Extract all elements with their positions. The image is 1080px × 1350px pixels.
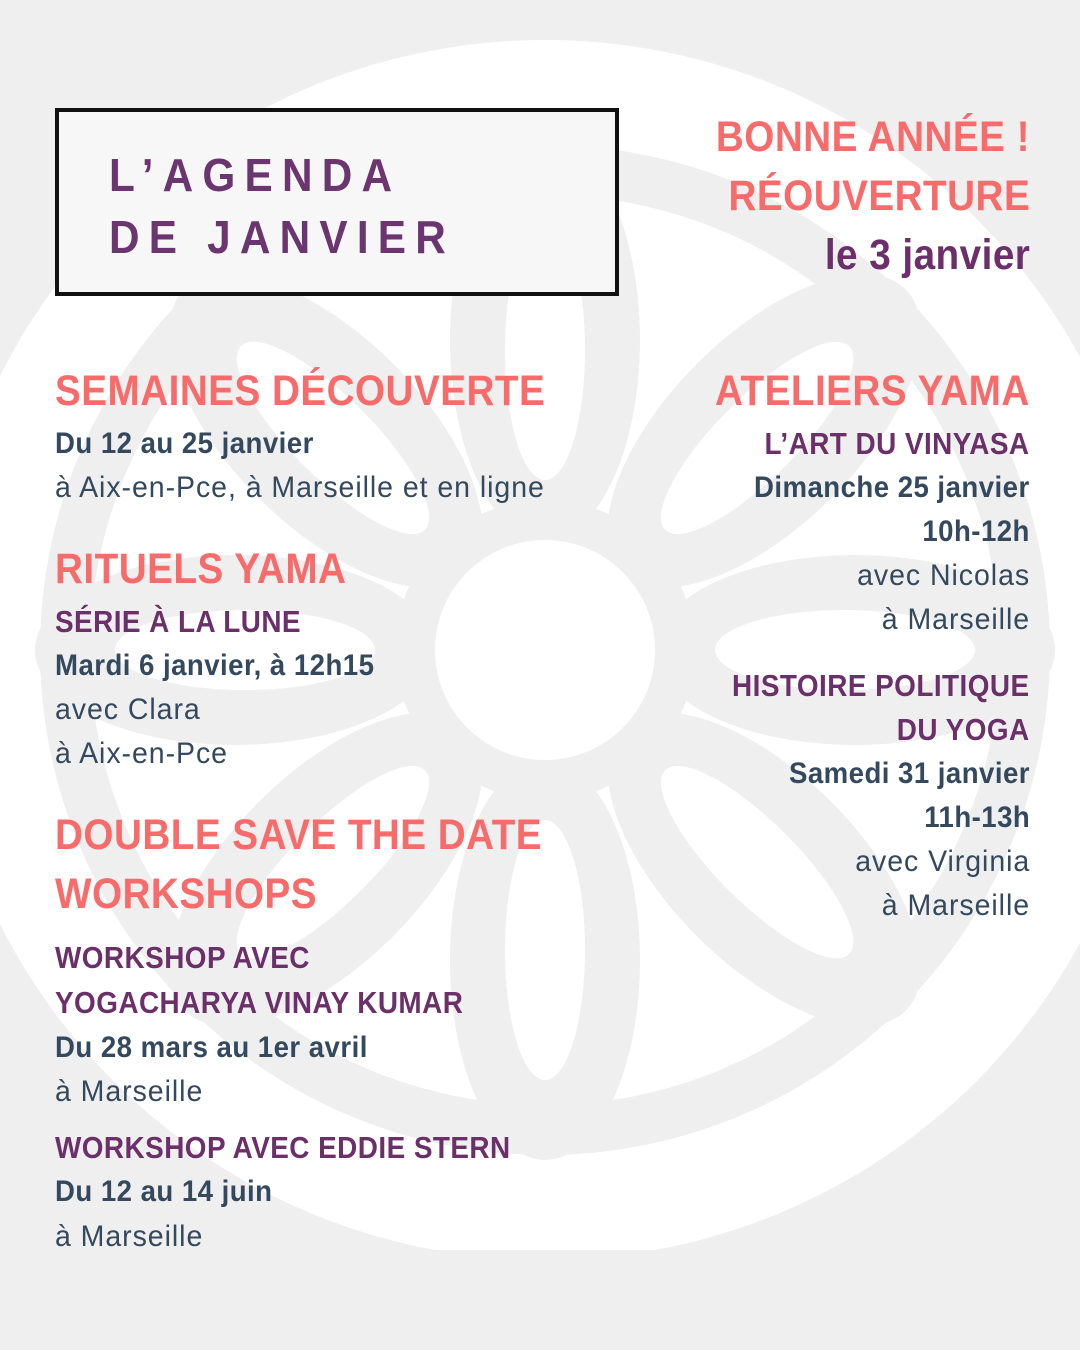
atelier-2-teacher: avec Virginia (854, 845, 1030, 878)
atelier-1-teacher: avec Nicolas (857, 559, 1030, 592)
section-heading-workshops-line1: DOUBLE SAVE THE DATE (55, 811, 543, 859)
atelier-1-title: L’ART DU VINYASA (764, 426, 1030, 461)
page-title-line1: L’AGENDA (109, 149, 402, 201)
workshop-2-date: Du 12 au 14 juin (55, 1175, 273, 1208)
title-box (55, 108, 619, 296)
semaines-location: à Aix-en-Pce, à Marseille et en ligne (55, 471, 545, 504)
announcement-date: le 3 janvier (824, 231, 1030, 279)
rituels-subheading: SÉRIE À LA LUNE (55, 604, 301, 639)
atelier-2-title-line1: HISTOIRE POLITIQUE (732, 668, 1030, 703)
page-title-line2: DE JANVIER (109, 211, 455, 263)
semaines-date: Du 12 au 25 janvier (55, 427, 314, 460)
atelier-1-time: 10h-12h (922, 515, 1030, 548)
section-heading-rituels: RITUELS YAMA (55, 545, 347, 593)
workshop-2-title: WORKSHOP AVEC EDDIE STERN (55, 1130, 511, 1165)
workshop-1-date: Du 28 mars au 1er avril (55, 1031, 368, 1064)
rituels-location: à Aix-en-Pce (55, 737, 228, 770)
workshop-1-title-line2: YOGACHARYA VINAY KUMAR (55, 985, 464, 1020)
rituels-date: Mardi 6 janvier, à 12h15 (55, 649, 375, 682)
section-heading-semaines: SEMAINES DÉCOUVERTE (55, 367, 546, 415)
workshop-2-location: à Marseille (55, 1220, 204, 1253)
atelier-2-date: Samedi 31 janvier (788, 757, 1030, 790)
announcement-line1: BONNE ANNÉE ! (715, 113, 1030, 161)
section-heading-ateliers: ATELIERS YAMA (715, 367, 1030, 415)
announcement-line2: RÉOUVERTURE (728, 172, 1030, 220)
atelier-2-location: à Marseille (881, 889, 1030, 922)
atelier-1-date: Dimanche 25 janvier (754, 471, 1030, 504)
section-heading-workshops-line2: WORKSHOPS (55, 870, 318, 918)
workshop-1-location: à Marseille (55, 1075, 204, 1108)
workshop-1-title-line1: WORKSHOP AVEC (55, 940, 310, 975)
rituels-teacher: avec Clara (55, 693, 201, 726)
atelier-2-title-line2: DU YOGA (897, 712, 1030, 747)
atelier-2-time: 11h-13h (923, 801, 1030, 834)
atelier-1-location: à Marseille (881, 603, 1030, 636)
